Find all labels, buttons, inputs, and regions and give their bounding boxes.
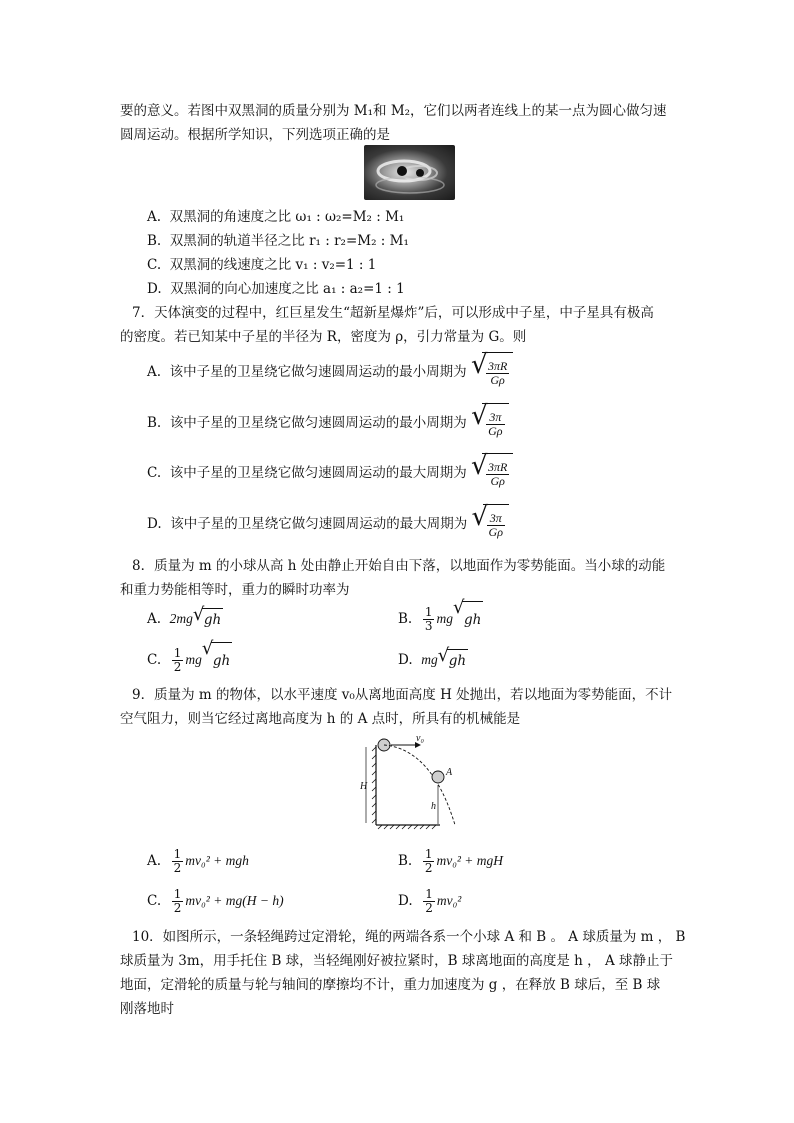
- option-label: C.: [147, 465, 162, 481]
- q7-option-d[interactable]: [147, 504, 509, 545]
- height-label-h: h: [431, 801, 436, 812]
- q9-stem-line-2: 空气阻力，则当它经过离地高度为 h 的 A 点时，所具有的机械能是: [120, 711, 521, 727]
- q7-option-a[interactable]: [147, 352, 513, 393]
- option-label: A.: [147, 853, 162, 869]
- q10-stem-line-4: 刚落地时: [120, 1001, 174, 1017]
- option-text: 双黑洞的角速度之比 ω₁ : ω₂=M₂ : M₁: [169, 209, 405, 225]
- q8-stem-line-2: 和重力势能相等时，重力的瞬时功率为: [120, 582, 350, 598]
- sqrt-expression: √ $\frac{3\pi}{G\rho}$: [472, 504, 509, 545]
- option-label: B.: [147, 415, 162, 431]
- sqrt-expression: √ $\frac{3\pi R}{G\rho}$: [471, 453, 513, 494]
- q8-option-d[interactable]: D. mg √ gh: [398, 649, 468, 672]
- option-label: D.: [398, 652, 413, 668]
- option-text: 该中子星的卫星绕它做匀速圆周运动的最小周期为: [169, 364, 467, 380]
- intro-line-2: 圆周运动。根据所学知识，下列选项正确的是: [120, 127, 390, 143]
- option-label: C.: [147, 893, 162, 909]
- q10-stem-line-1: 10．如图所示，一条轻绳跨过定滑轮，绳的两端各系一个小球 A 和 B 。 A 球质量为 m ， B: [132, 929, 686, 945]
- option-text: 该中子星的卫星绕它做匀速圆周运动的最大周期为: [170, 516, 468, 532]
- q8-option-b[interactable]: B. $\frac{1}{3}$ mg √ gh: [398, 601, 483, 638]
- option-label: C.: [147, 652, 162, 668]
- q9-option-b[interactable]: B. $\frac{1}{2}$ mv₀² + mgH: [398, 847, 504, 875]
- option-label: A.: [147, 209, 162, 225]
- q9-option-d[interactable]: D. $\frac{1}{2}$ mv₀²: [398, 887, 462, 915]
- option-label: B.: [398, 853, 413, 869]
- q7-stem-line-2: 的密度。若已知某中子星的半径为 R，密度为 ρ，引力常量为 G。则: [120, 329, 527, 345]
- velocity-label: v₀: [416, 735, 424, 744]
- intro-line-1: 要的意义。若图中双黑洞的质量分别为 M₁和 M₂，它们以两者连线上的某一点为圆心做匀速: [120, 103, 667, 119]
- q9-option-a[interactable]: A. $\frac{1}{2}$ mv₀² + mgh: [147, 847, 249, 875]
- option-label: D.: [147, 516, 162, 532]
- option-label: C.: [147, 257, 162, 273]
- q6-option-c[interactable]: [147, 256, 376, 274]
- black-hole-photo: [364, 145, 455, 200]
- option-text: 该中子星的卫星绕它做匀速圆周运动的最小周期为: [169, 415, 467, 431]
- option-label: B.: [398, 611, 413, 627]
- option-label: A.: [147, 611, 162, 627]
- option-text: 双黑洞的线速度之比 v₁ : v₂=1 : 1: [169, 257, 377, 273]
- q6-option-d[interactable]: [147, 280, 405, 298]
- q10-stem-line-2: 球质量为 3m，用手托住 B 球，当轻绳刚好被拉紧时，B 球离地面的高度是 h ， A 球静止于: [120, 953, 674, 969]
- projectile-diagram: [360, 735, 470, 830]
- option-text: 双黑洞的轨道半径之比 r₁ : r₂=M₂ : M₁: [169, 233, 409, 249]
- q8-stem-line-1: 8．质量为 m 的小球从高 h 处由静止开始自由下落，以地面作为零势能面。当小球的动能: [132, 558, 666, 574]
- q7-option-b[interactable]: [147, 403, 509, 444]
- q9-stem-line-1: 9．质量为 m 的物体，以水平速度 v₀从离地面高度 H 处抛出，若以地面为零势能面，不计: [132, 687, 673, 703]
- option-text: 该中子星的卫星绕它做匀速圆周运动的最大周期为: [169, 465, 467, 481]
- q6-option-a[interactable]: [147, 208, 404, 226]
- option-label: D.: [147, 281, 162, 297]
- q10-stem-line-3: 地面，定滑轮的质量与轮与轴间的摩擦均不计，重力加速度为 g ，在释放 B 球后，至 B 球: [120, 977, 661, 993]
- q7-option-c[interactable]: [147, 453, 513, 494]
- option-label: D.: [398, 893, 413, 909]
- option-label: B.: [147, 233, 162, 249]
- option-text: 双黑洞的向心加速度之比 a₁ : a₂=1 : 1: [170, 281, 405, 297]
- sqrt-expression: √ $\frac{3\pi R}{G\rho}$: [471, 352, 513, 393]
- sqrt-expression: √ $\frac{3\pi}{G\rho}$: [471, 403, 508, 444]
- q6-option-b[interactable]: [147, 232, 409, 250]
- q8-option-a[interactable]: A. 2mg √ gh: [147, 608, 223, 631]
- height-label-H: H: [360, 781, 368, 792]
- q8-option-c[interactable]: C. $\frac{1}{2}$ mg √ gh: [147, 642, 232, 679]
- option-label: A.: [147, 364, 162, 380]
- point-label-A: A: [446, 767, 453, 778]
- q7-stem-line-1: 7．天体演变的过程中，红巨星发生“超新星爆炸”后，可以形成中子星，中子星具有极高: [132, 305, 654, 321]
- q9-option-c[interactable]: C. $\frac{1}{2}$ mv₀² + mg(H − h): [147, 887, 284, 915]
